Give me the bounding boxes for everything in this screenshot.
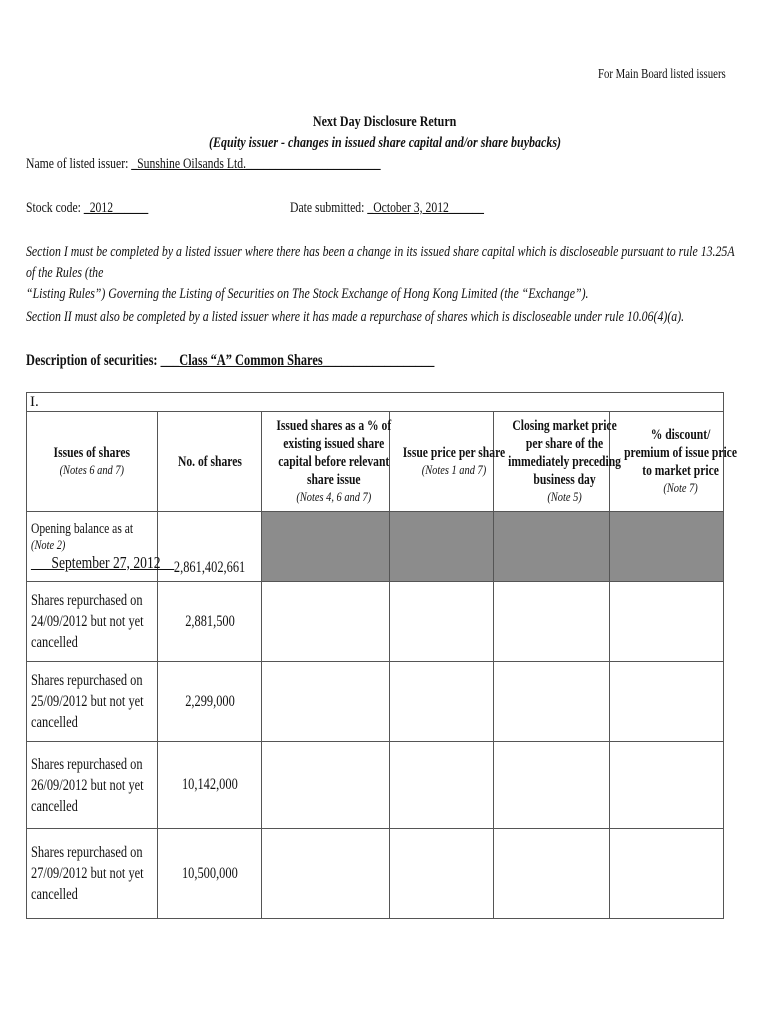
shaded-cell [262, 512, 390, 582]
header-issue-price: Issue price per share (Notes 1 and 7) [390, 412, 494, 512]
table-row [27, 662, 724, 742]
share-capital-table [26, 392, 737, 919]
empty-cell [610, 829, 724, 919]
empty-cell [390, 582, 494, 662]
board-note: For Main Board listed issuers [598, 66, 726, 81]
securities-value: ___Class “A” Common Shares__________________ [160, 352, 435, 369]
opening-balance-label: Opening balance as at (Note 2) ___September 27, 2012__ [27, 512, 158, 582]
date-value: _October 3, 2012______ [367, 200, 485, 216]
securities-description [26, 352, 434, 370]
table-row [27, 829, 724, 919]
shaded-cell [494, 512, 610, 582]
empty-cell [262, 662, 390, 742]
date-submitted-line [290, 200, 484, 217]
issuer-label: Name of listed issuer: [26, 156, 129, 172]
row-label: Shares repurchased on 27/09/2012 but not yet cancelled [27, 829, 158, 919]
opening-balance-shares: 2,861,402,661 [158, 512, 262, 582]
empty-cell [262, 742, 390, 829]
empty-cell [494, 742, 610, 829]
row-label: Shares repurchased on 24/09/2012 but not yet cancelled [27, 582, 158, 662]
empty-cell [610, 742, 724, 829]
securities-label: Description of securities: [26, 352, 158, 369]
header-issues-of-shares: Issues of shares (Notes 6 and 7) [27, 412, 158, 512]
empty-cell [494, 829, 610, 919]
form-subtitle: (Equity issuer - changes in issued share capital and/or share buybacks) [208, 135, 562, 151]
header-issued-percent: Issued shares as a % of existing issued share capital before relevant share issue (Notes 4, 6 and 7) [262, 412, 390, 512]
empty-cell [390, 662, 494, 742]
section2-instructions: Section II must also be completed by a listed issuer where it has made a repurchase of shares which is discloseable under rule 10.06(4)(a). [26, 309, 685, 325]
form-title: Next Day Disclosure Return [313, 114, 457, 130]
row-shares: 2,881,500 [158, 582, 262, 662]
section1-instructions [26, 242, 737, 305]
row-label: Shares repurchased on 25/09/2012 but not yet cancelled [27, 662, 158, 742]
issuer-value: _Sunshine Oilsands Ltd._______________________ [131, 156, 381, 172]
issuer-name-line [26, 156, 381, 173]
shaded-cell [610, 512, 724, 582]
header-row [27, 412, 724, 512]
section-number: I. [27, 393, 724, 412]
empty-cell [610, 582, 724, 662]
date-label: Date submitted: [290, 200, 365, 216]
empty-cell [390, 742, 494, 829]
empty-cell [494, 662, 610, 742]
header-discount-premium: % discount/ premium of issue price to market price (Note 7) [610, 412, 724, 512]
stock-code-label: Stock code: [26, 200, 81, 216]
row-label: Shares repurchased on 26/09/2012 but not yet cancelled [27, 742, 158, 829]
empty-cell [262, 829, 390, 919]
empty-cell [262, 582, 390, 662]
opening-balance-row [27, 512, 724, 582]
header-no-of-shares: No. of shares [158, 412, 262, 512]
empty-cell [494, 582, 610, 662]
empty-cell [610, 662, 724, 742]
row-shares: 10,500,000 [158, 829, 262, 919]
stock-code-value: _2012______ [83, 200, 149, 216]
empty-cell [390, 829, 494, 919]
table-row [27, 742, 724, 829]
section1-line2: “Listing Rules”) Governing the Listing of Securities on The Stock Exchange of Hong Kong Limited (the “Exchange”). [26, 286, 589, 302]
header-closing-price: Closing market price per share of the immediately preceding business day (Note 5) [494, 412, 610, 512]
section-row [27, 393, 724, 412]
section1-line1: Section I must be completed by a listed issuer where there has been a change in its issued share capital which is discloseable pursuant to rule 13.25A of the Rules (the [26, 244, 735, 281]
stock-code-line [26, 200, 148, 217]
row-shares: 2,299,000 [158, 662, 262, 742]
row-shares: 10,142,000 [158, 742, 262, 829]
shaded-cell [390, 512, 494, 582]
table-row [27, 582, 724, 662]
